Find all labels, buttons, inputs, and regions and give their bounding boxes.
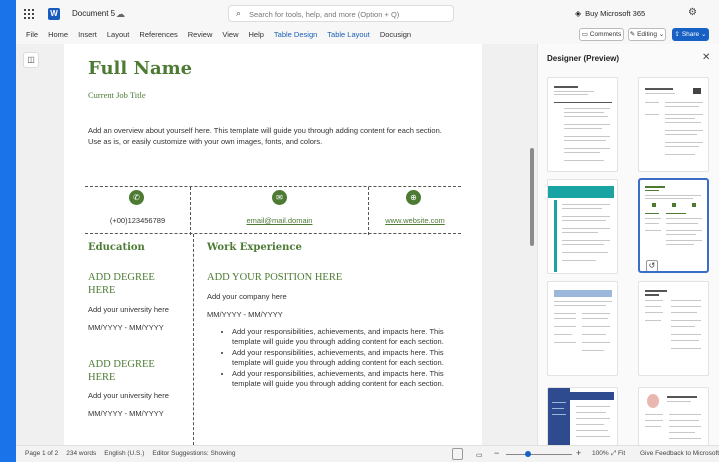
web-layout-view-icon[interactable]: ▭ [476, 452, 483, 459]
page-count[interactable]: Page 1 of 2 [25, 450, 59, 457]
contact-table [85, 186, 461, 234]
contact-phone-cell[interactable] [85, 187, 190, 235]
editing-mode-button[interactable] [628, 28, 666, 41]
designer-title: Designer (Preview) [547, 54, 620, 63]
degree-dates-1[interactable]: MM/YYYY - MM/YYYY [88, 323, 164, 332]
navigation-pane-icon[interactable]: ◫ [23, 52, 39, 68]
undo-icon[interactable]: ↺ [646, 260, 658, 272]
search-icon: ⌕ [236, 8, 242, 18]
fit-button[interactable] [611, 450, 625, 458]
word-count[interactable]: 234 words [66, 450, 97, 457]
title-bar [16, 0, 719, 28]
tab-references[interactable]: References [139, 30, 178, 39]
comments-label: Comments [589, 31, 622, 38]
globe-icon: ⊕ [406, 190, 421, 205]
tab-insert[interactable]: Insert [78, 30, 97, 39]
tab-file[interactable]: File [26, 30, 39, 39]
list-item[interactable]: • Add your responsibilities, achievements, and impacts here. This template will guide you through adding content for each section. [232, 348, 463, 368]
editing-label: Editing [637, 31, 657, 38]
contact-website-link[interactable]: www.website.com [385, 216, 445, 225]
resume-overview[interactable]: Add an overview about yourself here. This template will guide you through adding content for each section. Use as is, or easily customize with your own images, fonts, and colors. [88, 126, 442, 146]
status-info [25, 450, 235, 457]
degree-dates-2[interactable]: MM/YYYY - MM/YYYY [88, 409, 164, 418]
designer-pane [537, 44, 719, 445]
zoom-out-icon[interactable]: − [494, 448, 500, 458]
share-icon: ⇪ [674, 31, 680, 38]
responsibilities-list[interactable] [218, 327, 463, 390]
app-launcher-icon[interactable] [24, 9, 34, 19]
degree-title-1[interactable]: ADD DEGREE HERE [88, 272, 155, 296]
contact-email-link[interactable]: email@mail.domain [246, 216, 313, 225]
design-thumbnail-4-selected[interactable] [638, 178, 709, 273]
mail-icon: ✉ [272, 190, 287, 205]
resume-name[interactable]: Full Name [88, 58, 193, 79]
zoom-level[interactable]: 100% [592, 450, 609, 457]
design-thumbnail-2[interactable] [638, 77, 709, 172]
close-icon[interactable]: ✕ [702, 52, 711, 63]
column-divider [193, 234, 194, 445]
company-name[interactable]: Add your company here [207, 292, 287, 301]
fit-label: Fit [618, 450, 626, 457]
gear-icon[interactable]: ⚙ [688, 7, 697, 18]
position-title[interactable]: ADD YOUR POSITION HERE [207, 272, 343, 283]
buy-microsoft-365-button[interactable] [575, 9, 645, 18]
list-item[interactable]: • Add your responsibilities, achievements, and impacts here. This template will guide you through adding content for each section. [232, 369, 463, 389]
design-thumbnail-1[interactable] [547, 77, 618, 172]
work-dates[interactable]: MM/YYYY - MM/YYYY [207, 310, 283, 319]
tab-table-layout[interactable]: Table Layout [327, 30, 370, 39]
document-title[interactable]: Document 5 [72, 9, 116, 18]
print-layout-view-icon[interactable] [452, 448, 463, 460]
contact-email-cell[interactable] [190, 187, 368, 235]
phone-icon: ✆ [129, 190, 144, 205]
status-bar [16, 445, 719, 462]
editor-suggestions[interactable]: Editor Suggestions: Showing [152, 450, 236, 457]
tab-docusign[interactable]: Docusign [379, 30, 412, 39]
pencil-icon: ✎ [629, 31, 636, 38]
university-1[interactable]: Add your university here [88, 305, 169, 314]
zoom-slider-thumb[interactable] [525, 451, 531, 457]
language[interactable]: English (U.S.) [104, 450, 145, 457]
diamond-icon: ◈ [575, 9, 582, 18]
tab-view[interactable]: View [222, 30, 239, 39]
education-heading[interactable]: Education [88, 242, 145, 253]
zoom-in-icon[interactable]: + [576, 448, 582, 458]
design-thumbnail-5[interactable] [547, 281, 618, 376]
chevron-down-icon: ⌄ [658, 31, 665, 38]
comments-button[interactable] [579, 28, 624, 41]
feedback-link[interactable]: Give Feedback to Microsoft [640, 450, 719, 457]
ribbon-tabs [26, 30, 411, 39]
comment-icon: ▭ [581, 31, 588, 38]
work-experience-heading[interactable]: Work Experience [207, 242, 302, 253]
ribbon [16, 28, 719, 44]
resume-job-title[interactable]: Current Job Title [88, 90, 146, 100]
tab-home[interactable]: Home [48, 30, 69, 39]
document-canvas [16, 44, 537, 445]
tab-review[interactable]: Review [187, 30, 213, 39]
tab-table-design[interactable]: Table Design [273, 30, 318, 39]
university-2[interactable]: Add your university here [88, 391, 169, 400]
chevron-down-icon: ⌄ [700, 31, 707, 38]
tab-help[interactable]: Help [248, 30, 264, 39]
tab-layout[interactable]: Layout [106, 30, 130, 39]
word-logo: W [48, 8, 60, 20]
search-input[interactable] [228, 5, 454, 22]
cloud-sync-icon[interactable]: ☁ [116, 9, 125, 19]
word-window [16, 0, 719, 462]
buy-label: Buy Microsoft 365 [585, 9, 646, 18]
list-item[interactable]: • Add your responsibilities, achievements, and impacts here. This template will guide you through adding content for each section. [232, 327, 463, 347]
search-placeholder: Search for tools, help, and more (Option + Q) [249, 10, 400, 19]
zoom-slider[interactable] [506, 454, 572, 455]
contact-website-cell[interactable] [368, 187, 461, 235]
share-label: Share [681, 31, 700, 38]
design-thumbnail-6[interactable] [638, 281, 709, 376]
degree-title-2[interactable]: ADD DEGREE HERE [88, 359, 155, 383]
document-page[interactable] [64, 44, 482, 445]
vertical-scrollbar[interactable] [530, 148, 534, 246]
contact-phone[interactable]: (+00)123456789 [109, 216, 166, 225]
fit-icon: ⤢ [611, 450, 617, 457]
share-button[interactable] [672, 28, 709, 41]
design-thumbnail-3[interactable] [547, 179, 618, 274]
